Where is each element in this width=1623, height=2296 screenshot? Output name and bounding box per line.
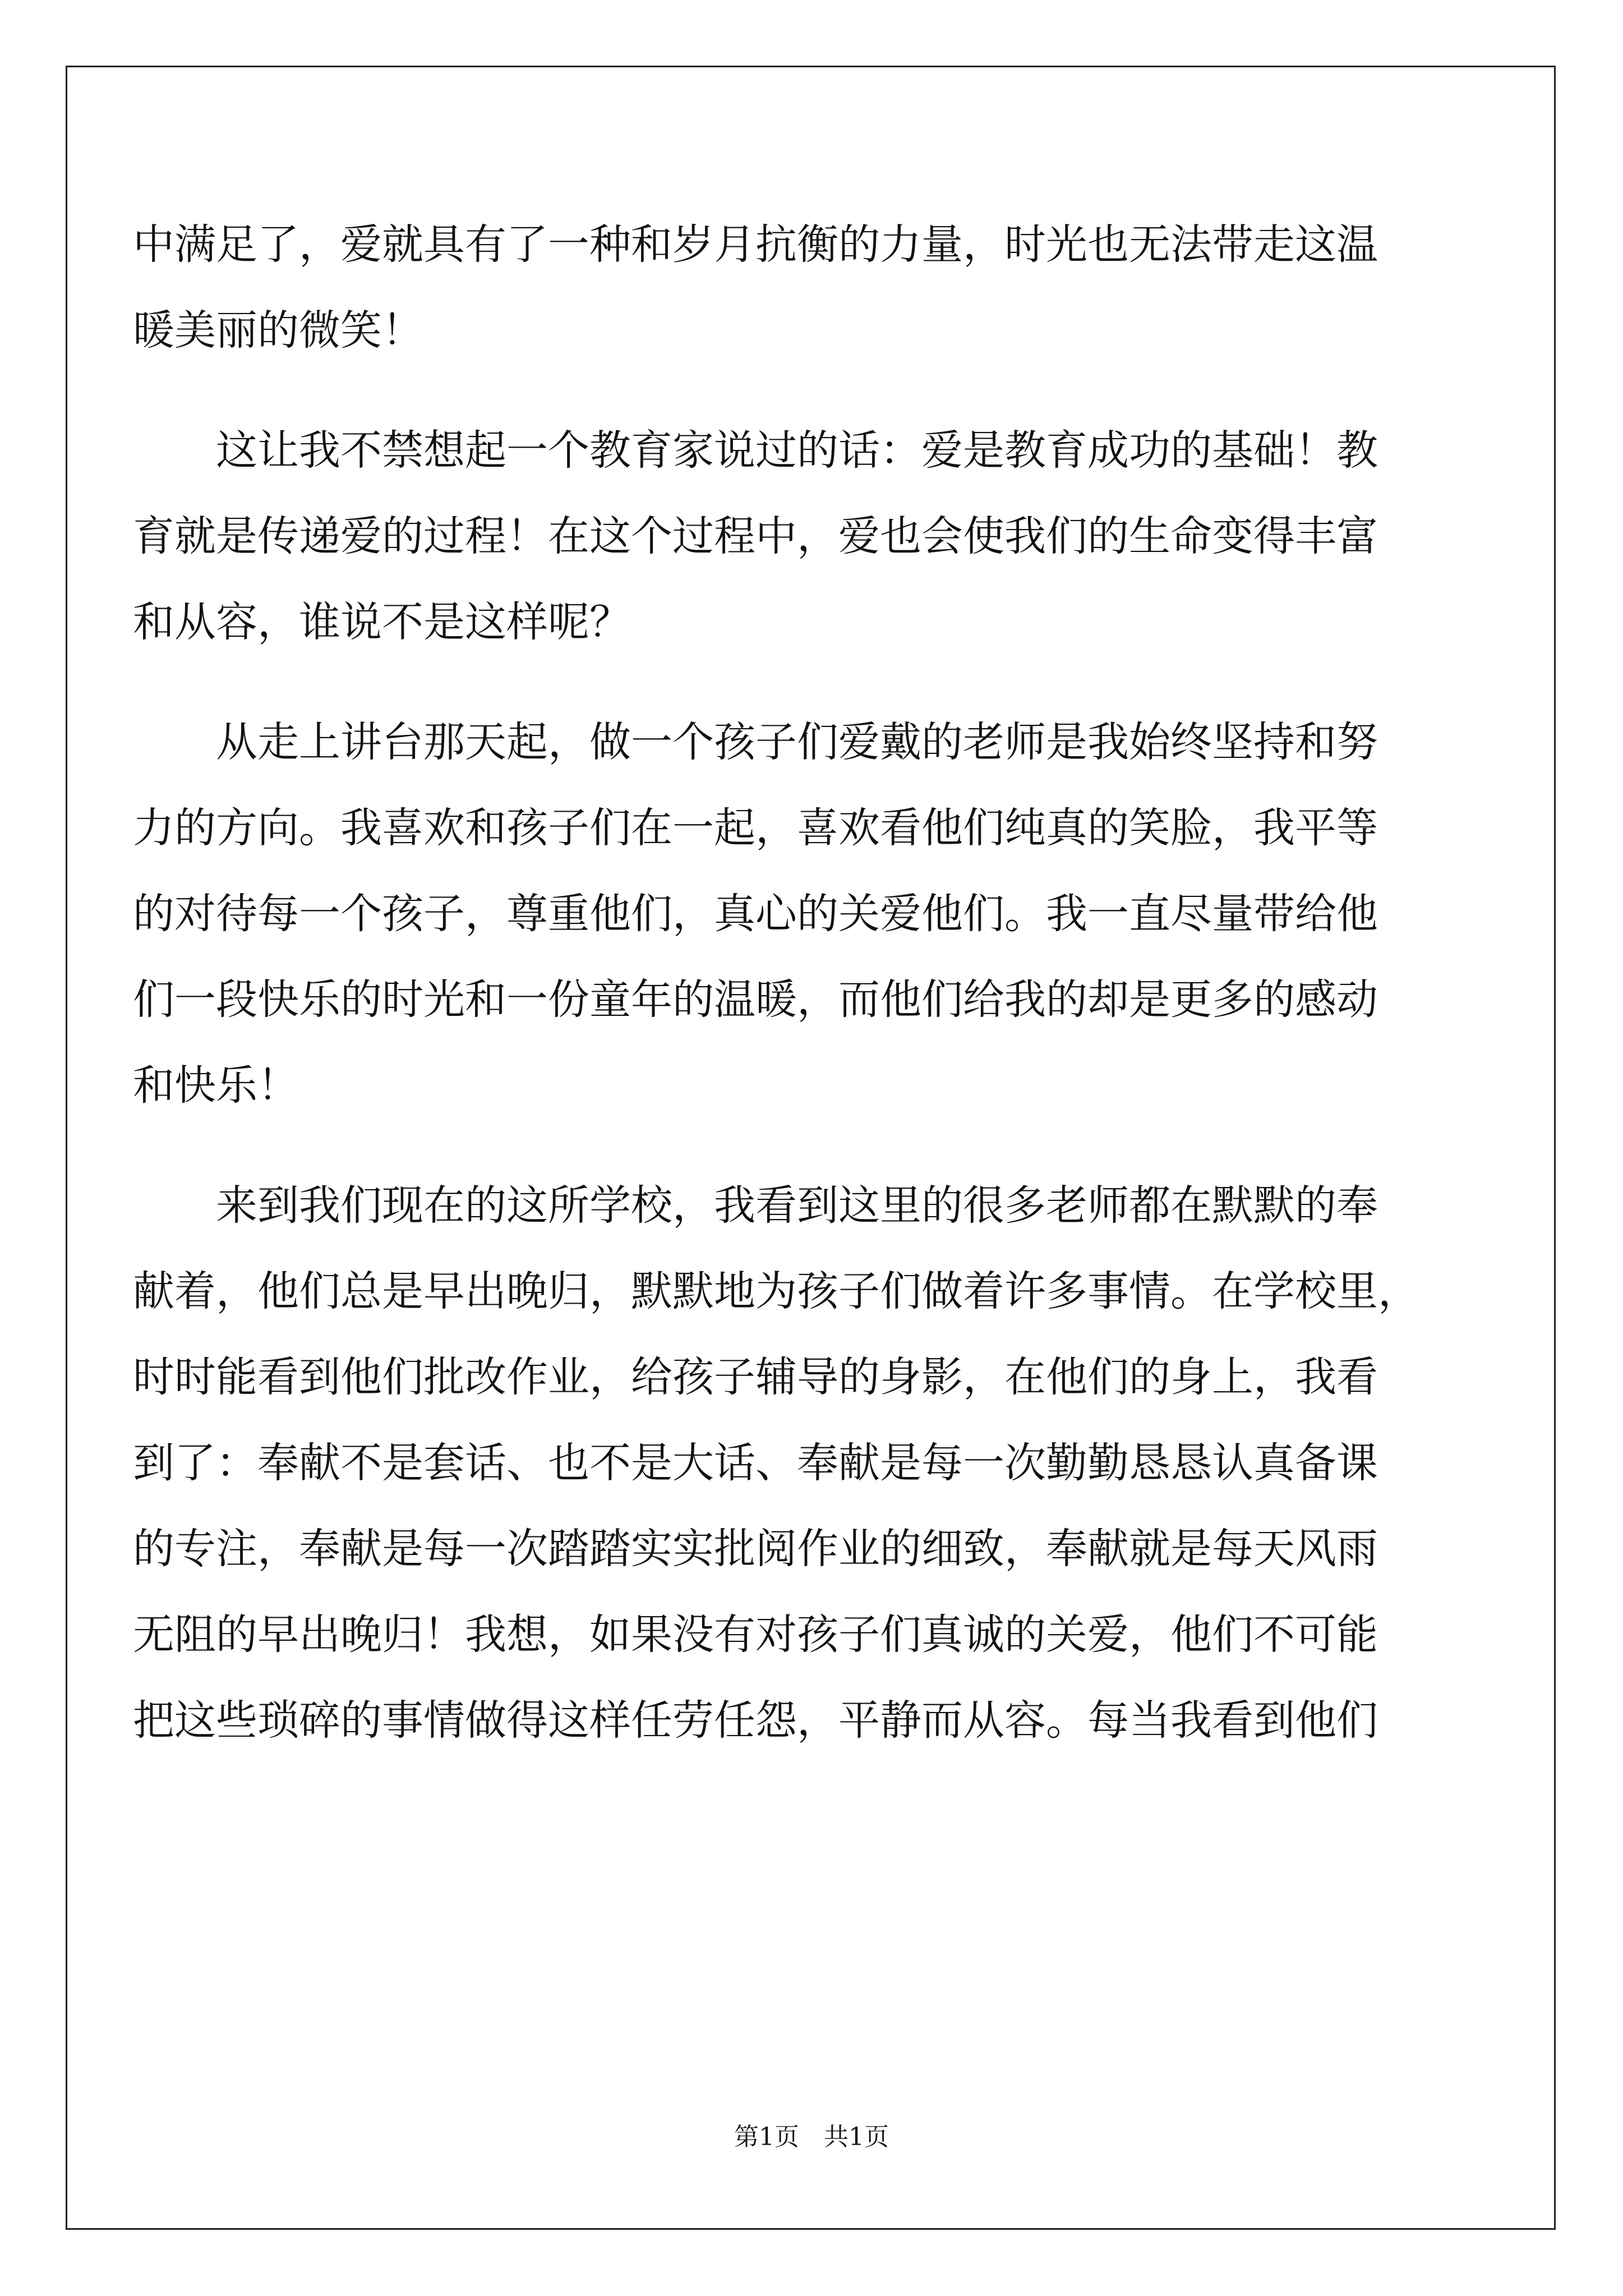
text-line: 献着，他们总是早出晚归，默默地为孩子们做着许多事情。在学校里， (133, 1267, 1419, 1315)
document-body (133, 202, 1440, 1764)
text-line: 把这些琐碎的事情做得这样任劳任怨，平静而从容。每当我看到他们 (133, 1696, 1378, 1745)
text-line: 育就是传递爱的过程！在这个过程中，爱也会使我们的生命变得丰富 (133, 512, 1378, 560)
text-line: 和从容，谁说不是这样呢？ (133, 598, 631, 646)
text-line: 时时能看到他们批改作业，给孩子辅导的身影，在他们的身上，我看 (133, 1353, 1378, 1401)
page-footer: 第1页 共1页 (734, 2123, 889, 2151)
text-line: 暖美丽的微笑！ (133, 306, 423, 355)
paragraph-1 (133, 202, 1440, 374)
text-line: 无阻的早出晚归！我想，如果没有对孩子们真诚的关爱，他们不可能 (133, 1611, 1378, 1659)
text-line: 的专注，奉献是每一次踏踏实实批阅作业的细致，奉献就是每天风雨 (133, 1525, 1378, 1573)
text-line: 来到我们现在的这所学校，我看到这里的很多老师都在默默的奉 (133, 1181, 1378, 1230)
paragraph-2 (133, 408, 1440, 665)
text-line: 到了：奉献不是套话、也不是大话、奉献是每一次勤勤恳恳认真备课 (133, 1439, 1378, 1487)
text-line: 这让我不禁想起一个教育家说过的话：爱是教育成功的基础！教 (133, 426, 1378, 475)
paragraph-4 (133, 1163, 1440, 1764)
text-line: 们一段快乐的时光和一份童年的温暖，而他们给我的却是更多的感动 (133, 976, 1378, 1024)
text-line: 和快乐！ (133, 1061, 299, 1110)
text-line: 中满足了，爱就具有了一种和岁月抗衡的力量，时光也无法带走这温 (133, 220, 1378, 269)
paragraph-3 (133, 700, 1440, 1129)
text-line: 的对待每一个孩子，尊重他们，真心的关爱他们。我一直尽量带给他 (133, 890, 1378, 938)
text-line: 力的方向。我喜欢和孩子们在一起，喜欢看他们纯真的笑脸，我平等 (133, 804, 1378, 852)
text-line: 从走上讲台那天起，做一个孩子们爱戴的老师是我始终坚持和努 (133, 718, 1378, 766)
